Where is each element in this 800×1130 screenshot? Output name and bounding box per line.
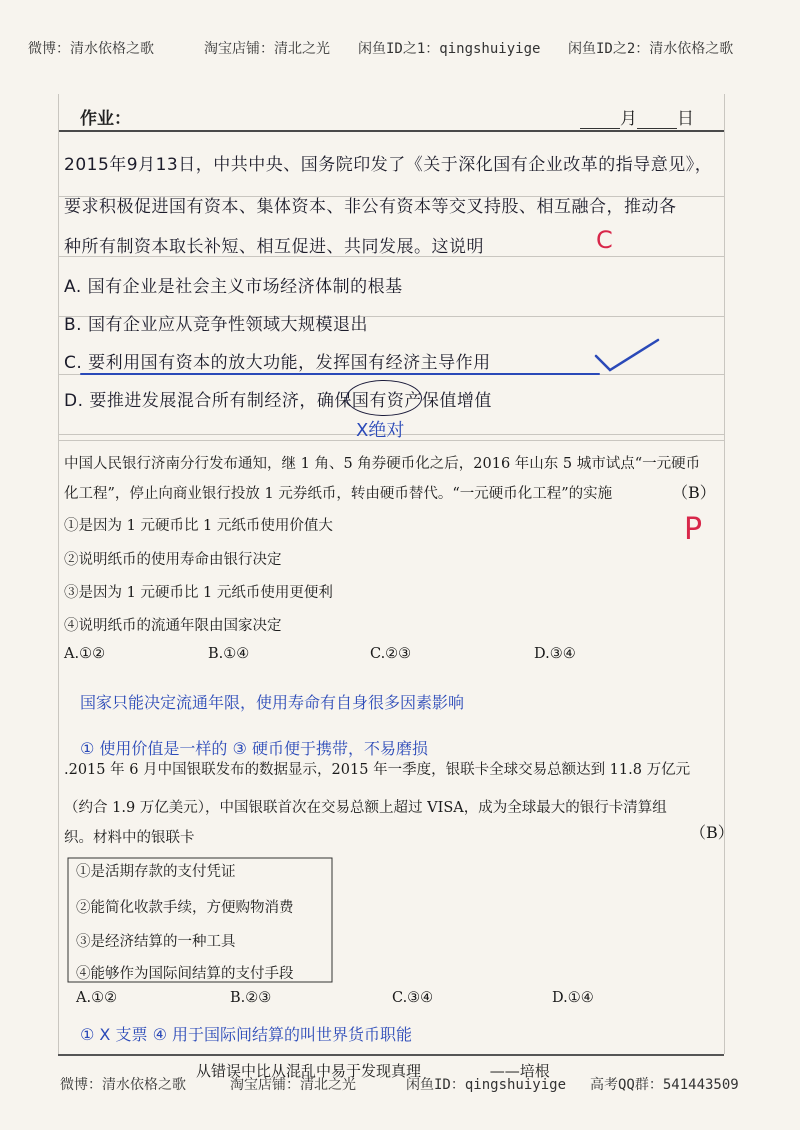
q2-option-2: ②说明纸币的使用寿命由银行决定 (64, 552, 282, 568)
q1-answer: C (596, 226, 613, 254)
q2-choice-c: C.②③ (370, 646, 412, 662)
footer-author: ——培根 (489, 1062, 550, 1080)
q1-option-c: C. 要利用国有资本的放大功能，发挥国有经济主导作用 (64, 353, 491, 373)
q3-note: ① X 支票 ④ 用于国际间结算的叫世界货币职能 (80, 1025, 412, 1044)
footer-watermark (60, 1074, 760, 1092)
q3-option-2: ②能简化收款手续，方便购物消费 (76, 900, 294, 916)
q2-choice-b: B.①④ (208, 646, 250, 662)
q2-note-line1: 国家只能决定流通年限，使用寿命有自身很多因素影响 (80, 693, 465, 712)
q3-option-1: ①是活期存款的支付凭证 (76, 864, 236, 880)
q1-option-c-underline (80, 373, 600, 375)
q1-option-a: A. 国有企业是社会主义市场经济体制的根基 (64, 277, 403, 297)
q3-stem-line2: （约合 1.9 万亿美元），中国银联首次在交易总额上超过 VISA，成为全球最大的银行卡清算组 (64, 800, 667, 816)
title-rule (58, 130, 724, 132)
q3-option-4: ④能够作为国际间结算的支付手段 (76, 966, 294, 982)
footer-weibo: 微博：清水依格之歌 (60, 1077, 186, 1093)
header-taobao: 淘宝店铺：清北之光 (204, 41, 330, 57)
q3-option-3: ③是经济结算的一种工具 (76, 934, 236, 950)
q3-bracket-box (66, 856, 336, 986)
q2-option-1: ①是因为 1 元硬币比 1 元纸币使用价值大 (64, 518, 333, 534)
header-weibo: 微博：清水依格之歌 (28, 41, 154, 57)
q1-stem-line3: 种所有制资本取长补短、相互促进、共同发展。这说明 (64, 237, 484, 257)
check-icon (592, 336, 662, 376)
day-label: 日 (677, 109, 694, 129)
q2-option-4: ④说明纸币的流通年限由国家决定 (64, 618, 282, 634)
q2-stem-line1: 中国人民银行济南分行发布通知，继 1 角、5 角券硬币化之后，2016 年山东 5 城市试点“一元硬币 (64, 456, 701, 472)
header-xianyu2: 闲鱼ID之2：清水依格之歌 (568, 41, 734, 57)
q3-stem-line3: 织。材料中的银联卡 (64, 830, 195, 846)
q2-stem-line2: 化工程”，停止向商业银行投放 1 元券纸币，转由硬币替代。“一元硬币化工程”的实施 (64, 486, 613, 502)
homework-label: 作业： (80, 109, 131, 129)
q2-note-line2: ① 使用价值是一样的 ③ 硬币便于携带，不易磨损 (80, 739, 428, 758)
q2-red-mark: P (684, 512, 703, 547)
q2-choice-a: A.①② (64, 646, 106, 662)
q3-choice-b: B.②③ (230, 990, 272, 1006)
q1-option-b: B. 国有企业应从竞争性领域大规模退出 (64, 315, 368, 335)
header-watermark (28, 38, 768, 56)
header-xianyu1: 闲鱼ID之1：qingshuiyige (358, 41, 541, 57)
q3-choice-a: A.①② (76, 990, 118, 1006)
footer-taobao: 淘宝店铺：清北之光 (230, 1077, 356, 1093)
month-label: 月 (620, 109, 637, 129)
footer-qq: 高考QQ群：541443509 (590, 1077, 739, 1093)
date-field (580, 104, 694, 129)
q1-note: X绝对 (356, 420, 405, 441)
q2-answer-bracket: （B） (672, 483, 716, 502)
q3-stem-line1: .2015 年 6 月中国银联发布的数据显示，2015 年一季度，银联卡全球交易总额达到 11.8 万亿元 (64, 762, 691, 778)
q1-option-d: D. 要推进发展混合所有制经济，确保国有资产保值增值 (64, 391, 492, 411)
q2-choice-d: D.③④ (534, 646, 576, 662)
q2-option-3: ③是因为 1 元硬币比 1 元纸币使用更便利 (64, 585, 333, 601)
q1-stem-line1: 2015年9月13日，中共中央、国务院印发了《关于深化国有企业改革的指导意见》， (64, 155, 713, 175)
q3-choice-d: D.①④ (552, 990, 594, 1006)
q1-circle-mark (346, 380, 422, 416)
footer-motto: 从错误中比从混乱中易于发现真理 ——培根 (196, 1062, 550, 1080)
q1-stem-line2: 要求积极促进国有资本、集体资本、非公有资本等交叉持股、相互融合，推动各 (64, 197, 677, 217)
q3-answer-bracket: （B） (690, 823, 734, 842)
q3-choice-c: C.③④ (392, 990, 434, 1006)
footer-xianyu: 闲鱼ID：qingshuiyige (406, 1077, 567, 1093)
